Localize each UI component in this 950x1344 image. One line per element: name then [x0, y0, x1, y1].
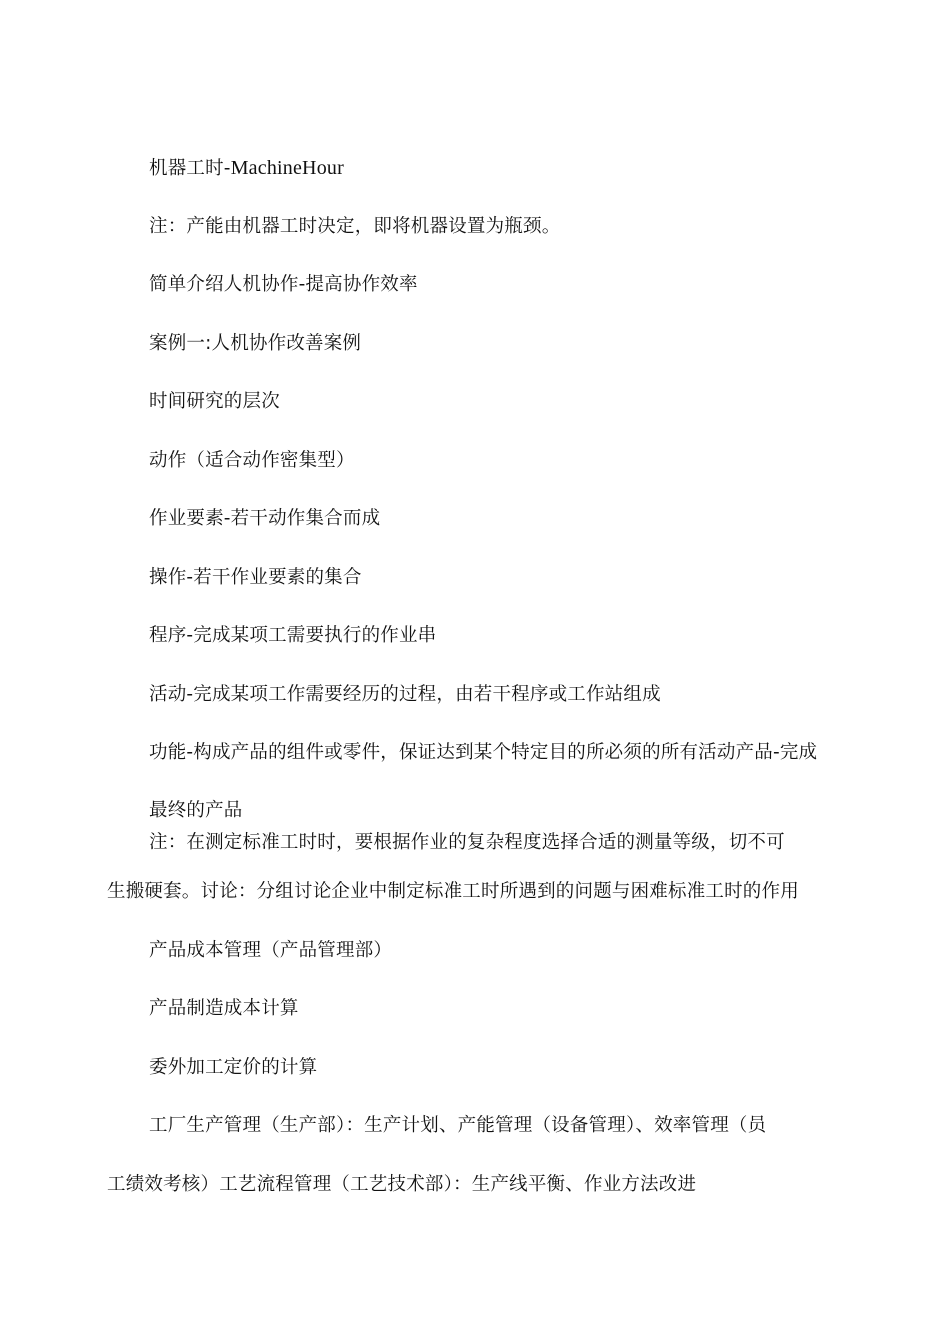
heading-en: MachineHour	[230, 157, 344, 179]
note-standard-time: 注：在测定标准工时时，要根据作业的复杂程度选择合适的测量等级，切不可	[149, 832, 785, 853]
paragraph-case-one: 案例一:人机协作改善案例	[149, 333, 362, 354]
paragraph-outsourcing-price: 委外加工定价的计算	[149, 1057, 318, 1078]
paragraph-motion: 动作（适合动作密集型）	[149, 450, 355, 471]
paragraph-factory-management: 工厂生产管理（生产部）：生产计划、产能管理（设备管理）、效率管理（员	[149, 1115, 767, 1136]
paragraph-function: 功能-构成产品的组件或零件，保证达到某个特定目的所必须的所有活动产品-完成	[149, 742, 818, 763]
paragraph-product-cost: 产品成本管理（产品管理部）	[149, 940, 393, 961]
paragraph-human-machine: 简单介绍人机协作-提高协作效率	[149, 274, 418, 295]
paragraph-operation: 操作-若干作业要素的集合	[149, 567, 362, 588]
paragraph-discussion: 生搬硬套。讨论：分组讨论企业中制定标准工时所遇到的问题与困难标准工时的作用	[107, 881, 799, 902]
paragraph-activity: 活动-完成某项工作需要经历的过程，由若干程序或工作站组成	[149, 684, 661, 705]
paragraph-manufacturing-cost: 产品制造成本计算	[149, 998, 299, 1019]
paragraph-time-study-levels: 时间研究的层次	[149, 391, 280, 412]
heading-cn: 机器工时-	[149, 158, 231, 179]
paragraph-work-element: 作业要素-若干动作集合而成	[149, 508, 381, 529]
heading-machine-hour	[149, 156, 344, 181]
paragraph-final-product: 最终的产品	[149, 800, 243, 821]
note-capacity: 注：产能由机器工时决定，即将机器设置为瓶颈。	[149, 216, 561, 237]
paragraph-procedure: 程序-完成某项工需要执行的作业串	[149, 625, 437, 646]
paragraph-process-management: 工绩效考核）工艺流程管理（工艺技术部）：生产线平衡、作业方法改进	[107, 1174, 697, 1195]
